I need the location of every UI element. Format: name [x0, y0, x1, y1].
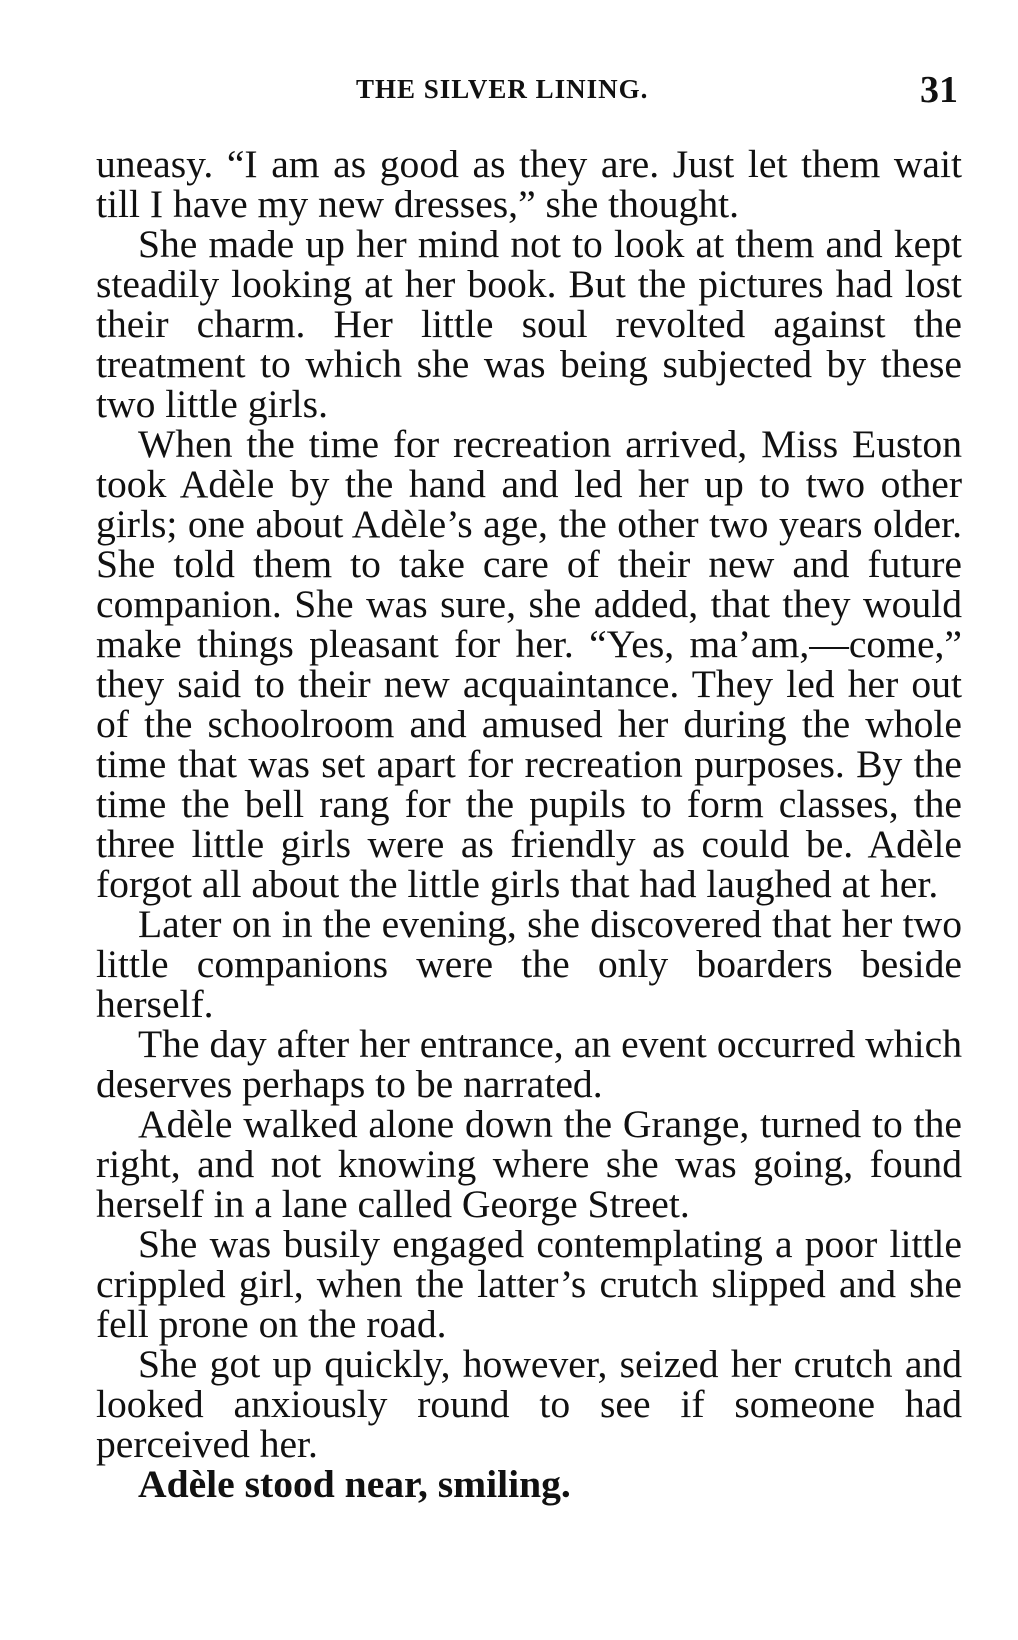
paragraph: Adèle stood near, smiling.: [138, 1462, 571, 1506]
body-text: [96, 144, 962, 1504]
paragraph: She was busily engaged contemplating a poor little crippled girl, when the latter’s crutch slipped and she fell prone on the road.: [96, 1222, 962, 1346]
running-head: [96, 62, 962, 112]
paragraph: Adèle walked alone down the Grange, turned to the right, and not knowing where she was going, found herself in a lane called George Street.: [96, 1102, 962, 1226]
paragraph: She made up her mind not to look at them and kept steadily looking at her book. But the pictures had lost their charm. Her little soul revolted against the treatment to which she was being subjected by these two little girls.: [96, 222, 962, 426]
paragraph: uneasy. “I am as good as they are. Just let them wait till I have my new dresses,” she thought.: [96, 142, 962, 226]
running-title: THE SILVER LINING.: [356, 74, 649, 104]
paragraph: The day after her entrance, an event occurred which deserves perhaps to be narrated.: [96, 1022, 962, 1106]
paragraph: Later on in the evening, she discovered that her two little companions were the only boarders beside herself.: [96, 902, 962, 1026]
page-number: 31: [920, 69, 958, 111]
paragraph: She got up quickly, however, seized her crutch and looked anxiously round to see if someone had perceived her.: [96, 1342, 962, 1466]
paragraph: When the time for recreation arrived, Miss Euston took Adèle by the hand and led her up to two other girls; one about Adèle’s age, the other two years older. She told them to take care of their new and future companion. She was sure, she added, that they would make things pleasant for her. “Yes, ma’am,—come,” they said to their new acquaintance. They led her out of the schoolroom and amused her during the whole time that was set apart for recreation purposes. By the time the bell rang for the pupils to form classes, the three little girls were as friendly as could be. Adèle forgot all about the little girls that had laughed at her.: [96, 422, 962, 906]
